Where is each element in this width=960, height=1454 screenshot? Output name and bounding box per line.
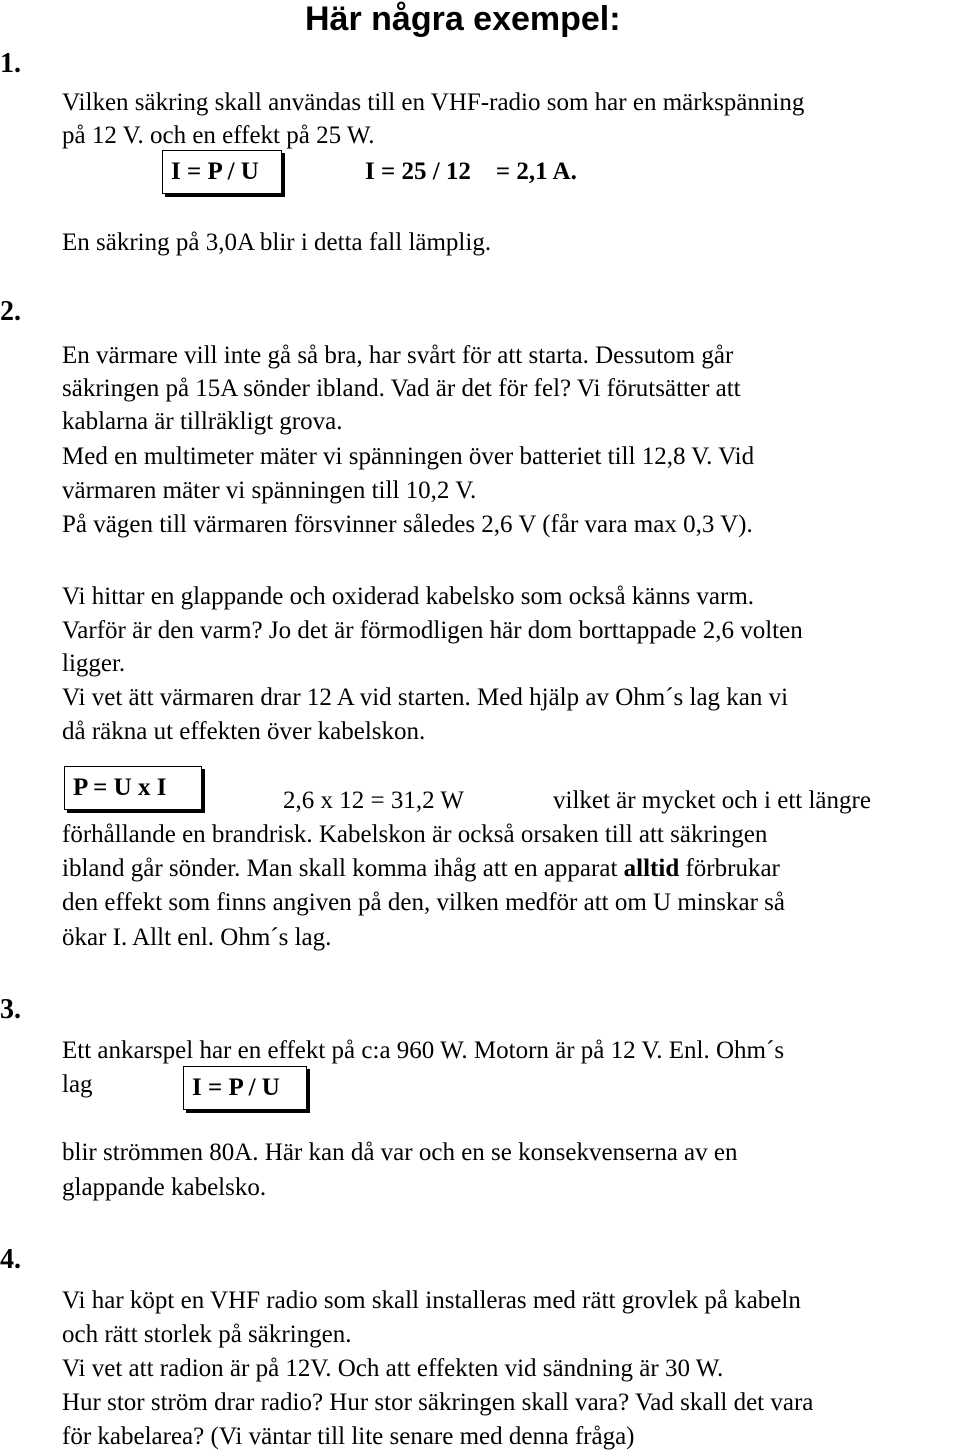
s1-text-line-2: på 12 V. och en effekt på 25 W.	[62, 122, 375, 149]
s1-text-line-1: Vilken säkring skall användas till en VHF-radio som har en märkspänning	[62, 89, 805, 116]
s4-text-line-3: Vi vet att radion är på 12V. Och att effekten vid sändning är 30 W.	[62, 1355, 724, 1382]
s2-emphasis-alltid: alltid	[623, 855, 680, 882]
s2-text-line-13-post: förbrukar	[679, 855, 780, 882]
s4-text-line-4: Hur stor ström drar radio? Hur stor säkringen skall vara? Vad skall det vara	[62, 1389, 814, 1416]
s2-text-line-4: Med en multimeter mäter vi spänningen över batteriet till 12,8 V. Vid	[62, 443, 755, 470]
page-title: Här några exempel:	[305, 0, 621, 38]
s2-text-line-13-pre: ibland går sönder. Man skall komma ihåg att en apparat	[62, 855, 624, 882]
s3-text-line-1: Ett ankarspel har en effekt på c:a 960 W. Motorn är på 12 V. Enl. Ohm´s	[62, 1037, 785, 1064]
s2-calculation: 2,6 x 12 = 31,2 W	[283, 787, 464, 814]
section-number-3: 3.	[0, 994, 21, 1025]
formula-box-i-equals-p-over-u-2: I = P / U	[183, 1066, 307, 1110]
s3-text-line-2: lag	[62, 1071, 93, 1098]
s4-text-line-1: Vi har köpt en VHF radio som skall installeras med rätt grovlek på kabeln	[62, 1287, 801, 1314]
formula-box-i-equals-p-over-u: I = P / U	[162, 150, 282, 194]
s2-text-line-3: kablarna är tillräkligt grova.	[62, 408, 343, 435]
s2-text-line-12: förhållande en brandrisk. Kabelskon är också orsaken till att säkringen	[62, 821, 768, 848]
s2-text-line-9: ligger.	[62, 650, 126, 677]
s2-text-line-2: säkringen på 15A sönder ibland. Vad är det för fel? Vi förutsätter att	[62, 375, 741, 402]
s4-text-line-5: för kabelarea? (Vi väntar till lite senare med denna fråga)	[62, 1423, 635, 1450]
s2-text-line-8: Varför är den varm? Jo det är förmodligen här dom borttappade 2,6 volten	[62, 617, 803, 644]
s4-text-line-2: och rätt storlek på säkringen.	[62, 1321, 352, 1348]
s1-text-line-3: En säkring på 3,0A blir i detta fall lämplig.	[62, 229, 492, 256]
s2-text-line-6: På vägen till värmaren försvinner således 2,6 V (får vara max 0,3 V).	[62, 511, 753, 538]
s2-calculation-tail: vilket är mycket och i ett längre	[553, 787, 871, 814]
s2-text-line-14: den effekt som finns angiven på den, vilken medför att om U minskar så	[62, 889, 785, 916]
s2-text-line-13	[62, 852, 780, 885]
section-number-4: 4.	[0, 1244, 21, 1275]
s2-text-line-10: Vi vet ätt värmaren drar 12 A vid starten. Med hjälp av Ohm´s lag kan vi	[62, 684, 789, 711]
s2-text-line-15: ökar I. Allt enl. Ohm´s lag.	[62, 924, 332, 951]
s3-text-line-3: blir strömmen 80A. Här kan då var och en se konsekvenserna av en	[62, 1139, 738, 1166]
formula-box-p-equals-u-times-i: P = U x I	[64, 766, 202, 810]
s3-text-line-4: glappande kabelsko.	[62, 1174, 267, 1201]
s1-calculation: I = 25 / 12 = 2,1 A.	[365, 158, 577, 185]
section-number-2: 2.	[0, 296, 21, 327]
s2-text-line-5: värmaren mäter vi spänningen till 10,2 V.	[62, 477, 477, 504]
s2-text-line-1: En värmare vill inte gå så bra, har svårt för att starta. Dessutom går	[62, 342, 734, 369]
section-number-1: 1.	[0, 48, 21, 79]
s2-text-line-7: Vi hittar en glappande och oxiderad kabelsko som också känns varm.	[62, 583, 755, 610]
s2-text-line-11: då räkna ut effekten över kabelskon.	[62, 718, 426, 745]
